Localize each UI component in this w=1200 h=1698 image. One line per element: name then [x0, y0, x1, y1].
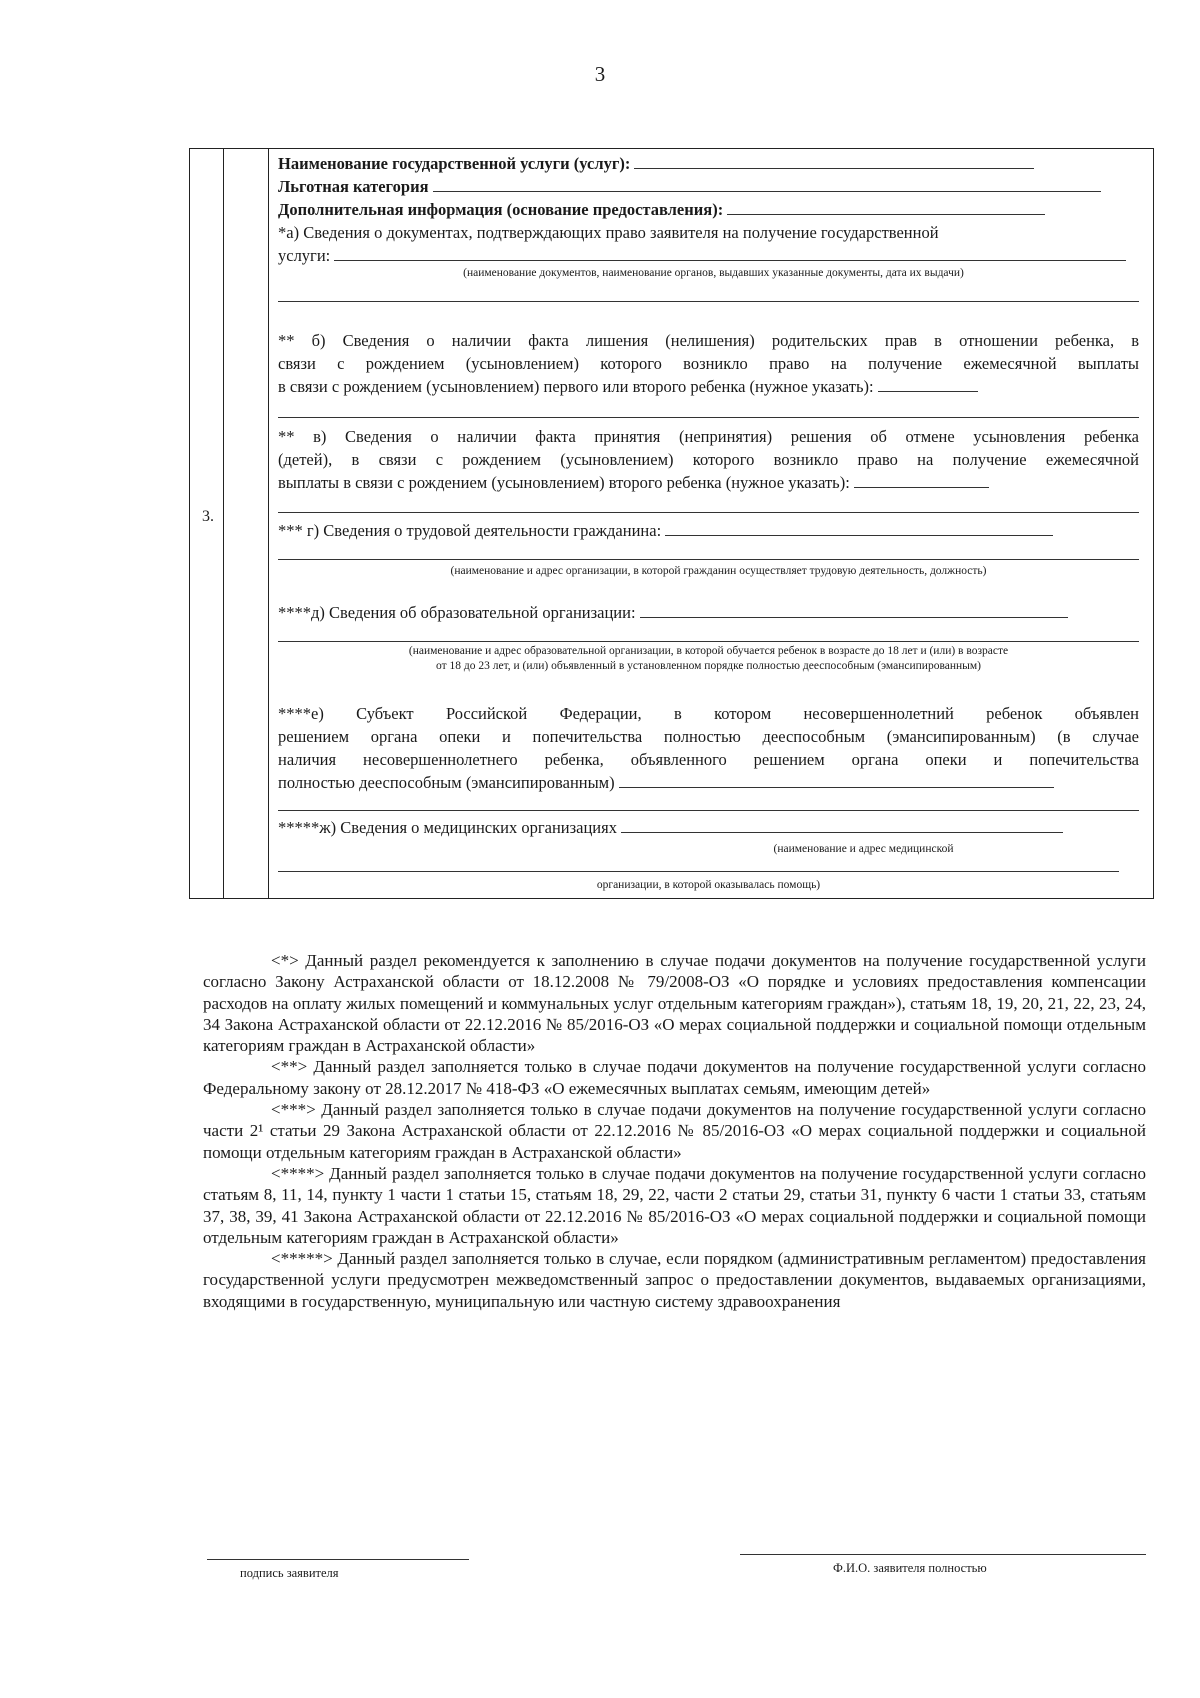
- section-e-field[interactable]: полностью дееспособным (эмансипированным): [278, 771, 1139, 794]
- footnote: <*> Данный раздел рекомендуется к заполнению в случае подачи документов на получение государственной услуги согласно Закону Астраханской области от 18.12.2008 № 79/2008-ОЗ «О порядке и условиях предоставления компенсации расходов на оплату жилых помещений и коммунальных услуг отдельным категориям граждан»), статьям 18, 19, 20, 21, 22, 23, 24, 34 Закона Астраханской области от 22.12.2016 № 85/2016-ОЗ «О мерах социальной поддержки и социальной помощи отдельным категориям граждан в Астраханской области»: [203, 951, 1146, 1056]
- section-b-line: связи с рождением (усыновлением) которого возникло право на получение ежемесячной выплаты: [278, 354, 1139, 373]
- section-g-caption: (наименование и адрес организации, в которой гражданин осуществляет трудовую деятельность, должность): [450, 565, 987, 577]
- benefit-category-label: Льготная категория: [278, 177, 429, 196]
- form-cell: [278, 149, 1139, 898]
- service-name-field[interactable]: [278, 152, 1139, 175]
- footnote: <***> Данный раздел заполняется только в случае подачи документов на получение государственной услуги согласно части 2¹ статьи 29 Закона Астраханской области от 22.12.2016 № 85/2016-ОЗ «О мерах социальной поддержки и социальной помощи отдельным категориям граждан в Астраханской области»: [203, 1100, 1146, 1162]
- section-d-field[interactable]: ****д) Сведения об образовательной организации:: [278, 601, 1139, 624]
- row-number: 3.: [202, 508, 214, 525]
- page-number: 3: [594, 62, 606, 86]
- additional-info-field[interactable]: [278, 198, 1139, 221]
- applicant-fullname-label: Ф.И.О. заявителя полностью: [833, 1561, 987, 1575]
- section-zh-caption: организации, в которой оказывалась помощь): [596, 879, 821, 891]
- section-e-line: наличия несовершеннолетнего ребенка, объявленного решением органа опеки и попечительства: [278, 750, 1139, 769]
- section-zh-extra-line[interactable]: [278, 871, 1119, 872]
- section-v-field[interactable]: выплаты в связи с рождением (усыновлением) второго ребенка (нужное указать):: [278, 471, 1139, 494]
- section-b-field[interactable]: в связи с рождением (усыновлением) первого или второго ребенка (нужное указать):: [278, 375, 1139, 398]
- additional-info-label: Дополнительная информация (основание предоставления):: [278, 200, 724, 219]
- section-e-line: ****е) Субъект Российской Федерации, в котором несовершеннолетний ребенок объявлен: [278, 704, 1139, 723]
- section-v-extra-line[interactable]: [278, 512, 1139, 513]
- applicant-signature-label: подпись заявителя: [240, 1566, 339, 1580]
- section-b-extra-line[interactable]: [278, 417, 1139, 418]
- section-v-line: ** в) Сведения о наличии факта принятия (непринятия) решения об отмене усыновления ребенка: [278, 427, 1139, 446]
- footnote: <**> Данный раздел заполняется только в случае подачи документов на получение государственной услуги согласно Федеральному закону от 28.12.2017 № 418-ФЗ «О ежемесячных выплатах семьям, имеющим детей»: [203, 1057, 1146, 1098]
- footnotes: [203, 950, 1146, 1312]
- footnote: <*****> Данный раздел заполняется только в случае, если порядком (административным регламентом) предоставления государственной услуги предусмотрен межведомственный запрос о предоставлении документов, выдаваемых организациями, входящими в государственную, муниципальную или частную систему здравоохранения: [203, 1249, 1146, 1311]
- service-name-label: Наименование государственной услуги (услуг):: [278, 154, 631, 173]
- column-divider: [223, 149, 224, 898]
- section-a-caption: (наименование документов, наименование органов, выдавших указанные документы, дата их выдачи): [463, 267, 964, 279]
- section-e-line: решением органа опеки и попечительства полностью дееспособным (эмансипированным) (в случае: [278, 727, 1139, 746]
- section-d-extra-line[interactable]: [278, 641, 1139, 642]
- section-zh-field[interactable]: *****ж) Сведения о медицинских организациях: [278, 816, 1139, 839]
- applicant-fullname-line[interactable]: [740, 1554, 1146, 1555]
- footnote: <****> Данный раздел заполняется только в случае подачи документов на получение государственной услуги согласно статьям 8, 11, 14, пункту 1 части 1 статьи 15, статьям 18, 29, 22, части 2 статьи 29, статьи 31, пункту 6 части 1 статьи 33, статьям 37, 38, 39, 41 Закона Астраханской области от 22.12.2016 № 85/2016-ОЗ «О мерах социальной поддержки и социальной помощи отдельным категориям граждан в Астраханской области»: [203, 1163, 1146, 1247]
- section-g-field[interactable]: *** г) Сведения о трудовой деятельности гражданина:: [278, 519, 1139, 542]
- application-form-table: [189, 148, 1154, 899]
- section-e-extra-line[interactable]: [278, 810, 1139, 811]
- section-a-line: *а) Сведения о документах, подтверждающих право заявителя на получение государственной: [278, 223, 939, 242]
- section-a-extra-line[interactable]: [278, 301, 1139, 302]
- column-divider: [268, 149, 269, 898]
- section-g-extra-line[interactable]: [278, 559, 1139, 560]
- section-zh-caption: (наименование и адрес медицинской: [773, 843, 954, 855]
- section-b-line: ** б) Сведения о наличии факта лишения (нелишения) родительских прав в отношении ребенка, в: [278, 331, 1139, 350]
- section-d-caption: от 18 до 23 лет, и (или) объявленный в установленном порядке полностью дееспособным (эмансипированным): [436, 660, 981, 672]
- section-a-field[interactable]: услуги:: [278, 244, 1139, 267]
- section-d-caption: (наименование и адрес образовательной организации, в которой обучается ребенок в возрасте до 18 лет и (или) в возрасте: [408, 645, 1009, 657]
- benefit-category-field[interactable]: [278, 175, 1139, 198]
- applicant-signature-line[interactable]: [207, 1559, 469, 1560]
- section-v-line: (детей), в связи с рождением (усыновлением) которого возникло право на получение ежемесячной: [278, 450, 1139, 469]
